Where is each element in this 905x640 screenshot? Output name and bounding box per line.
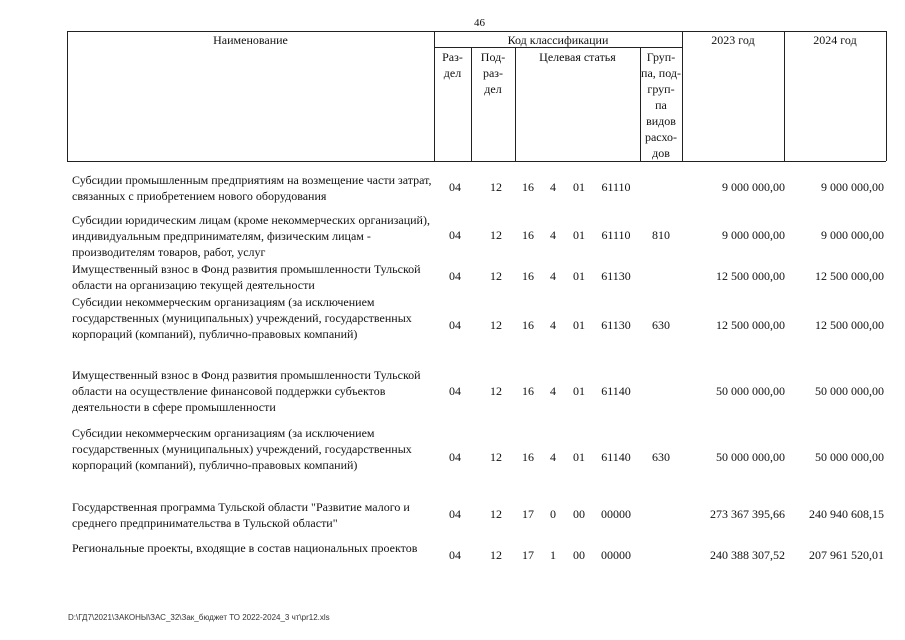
table-row [0,367,905,419]
row-razdel: 04 [449,548,461,562]
row-cs1: 16 [522,228,534,242]
row-cs2: 4 [550,180,556,194]
header-target-article: Целевая статья [539,50,616,64]
row-cs4: 61130 [601,318,631,332]
row-podrazdel: 12 [490,180,502,194]
row-cs3: 00 [573,507,585,521]
row-razdel: 04 [449,269,461,283]
row-cs2: 4 [550,318,556,332]
row-podrazdel: 12 [490,450,502,464]
row-podrazdel: 12 [490,507,502,521]
page-number: 46 [474,17,485,29]
row-cs2: 4 [550,269,556,283]
table-row [0,261,905,293]
row-name: Региональные проекты, входящие в состав национальных проектов [72,541,418,555]
row-razdel: 04 [449,318,461,332]
row-cs4: 61110 [601,228,631,242]
table-row [0,211,905,261]
row-cs2: 0 [550,507,556,521]
row-cs2: 4 [550,384,556,398]
file-path-footer: D:\ГД7\2021\ЗАКОНЫ\ЗАС_32\Зак_бюджет ТО 2022-2024_3 чт\pr12.xls [68,613,330,622]
row-cs1: 16 [522,318,534,332]
row-podrazdel: 12 [490,228,502,242]
header-year-2023: 2023 год [711,33,755,47]
row-amount-2024: 9 000 000,00 [821,228,884,242]
row-amount-2023: 12 500 000,00 [716,318,785,332]
header-razdel: Раз- дел [442,50,463,80]
table-row [0,540,905,574]
header-name: Наименование [213,33,288,47]
row-cs4: 61110 [601,180,631,194]
row-amount-2023: 50 000 000,00 [716,450,785,464]
row-cs2: 1 [550,548,556,562]
row-razdel: 04 [449,450,461,464]
header-group: Груп- па, под- груп- па видов расхо- дов [641,50,681,160]
row-amount-2023: 240 388 307,52 [710,548,785,562]
row-group: 630 [652,450,670,464]
row-podrazdel: 12 [490,269,502,283]
row-cs4: 61140 [601,384,631,398]
table-row [0,499,905,533]
table-header [67,31,886,161]
row-name: Имущественный взнос в Фонд развития промышленности Тульской области на организацию текущей деятельности [72,262,421,292]
row-group: 630 [652,318,670,332]
row-amount-2024: 240 940 608,15 [809,507,884,521]
row-cs1: 16 [522,180,534,194]
row-cs2: 4 [550,450,556,464]
row-cs3: 01 [573,450,585,464]
row-amount-2024: 12 500 000,00 [815,318,884,332]
row-cs1: 17 [522,548,534,562]
header-podrazdel: Под- раз- дел [480,50,506,96]
header-code-classification: Код классификации [507,33,609,47]
header-year-2024: 2024 год [813,33,857,47]
row-cs1: 16 [522,450,534,464]
table-row [0,425,905,491]
row-cs4: 61130 [601,269,631,283]
row-razdel: 04 [449,384,461,398]
row-amount-2023: 9 000 000,00 [722,180,785,194]
row-cs1: 17 [522,507,534,521]
row-amount-2023: 50 000 000,00 [716,384,785,398]
row-cs3: 01 [573,318,585,332]
row-amount-2023: 12 500 000,00 [716,269,785,283]
row-amount-2024: 50 000 000,00 [815,384,884,398]
row-name: Имущественный взнос в Фонд развития промышленности Тульской области на осуществление финансовой поддержки субъектов деятельности в сфере промышленности [72,368,421,414]
row-podrazdel: 12 [490,384,502,398]
row-name: Субсидии промышленным предприятиям на возмещение части затрат, связанных с приобретением нового оборудования [72,173,432,203]
row-cs1: 16 [522,269,534,283]
row-razdel: 04 [449,228,461,242]
row-name: Субсидии некоммерческим организациям (за исключением государственных (муниципальных) учреждений, государственных корпораций (компаний), публично-правовых компаний) [72,295,412,341]
row-group: 810 [652,228,670,242]
row-amount-2024: 50 000 000,00 [815,450,884,464]
row-cs3: 01 [573,269,585,283]
row-cs1: 16 [522,384,534,398]
row-cs3: 01 [573,384,585,398]
row-name: Государственная программа Тульской области "Развитие малого и среднего предпринимательства в Тульской области" [72,500,410,530]
row-cs3: 01 [573,228,585,242]
row-amount-2024: 12 500 000,00 [815,269,884,283]
row-amount-2024: 207 961 520,01 [809,548,884,562]
row-amount-2023: 9 000 000,00 [722,228,785,242]
row-cs4: 00000 [601,507,631,521]
row-cs3: 00 [573,548,585,562]
row-cs4: 61140 [601,450,631,464]
row-razdel: 04 [449,507,461,521]
row-razdel: 04 [449,180,461,194]
row-podrazdel: 12 [490,318,502,332]
table-row [0,293,905,359]
row-podrazdel: 12 [490,548,502,562]
row-name: Субсидии юридическим лицам (кроме некоммерческих организаций), индивидуальным предпринимателям, физическим лицам - производителям товаров, работ, услуг [72,213,430,259]
row-cs4: 00000 [601,548,631,562]
row-amount-2024: 9 000 000,00 [821,180,884,194]
table-row [0,171,905,205]
row-amount-2023: 273 367 395,66 [710,507,785,521]
row-cs2: 4 [550,228,556,242]
row-cs3: 01 [573,180,585,194]
row-name: Субсидии некоммерческим организациям (за исключением государственных (муниципальных) учреждений, государственных корпораций (компаний), публично-правовых компаний) [72,426,412,472]
